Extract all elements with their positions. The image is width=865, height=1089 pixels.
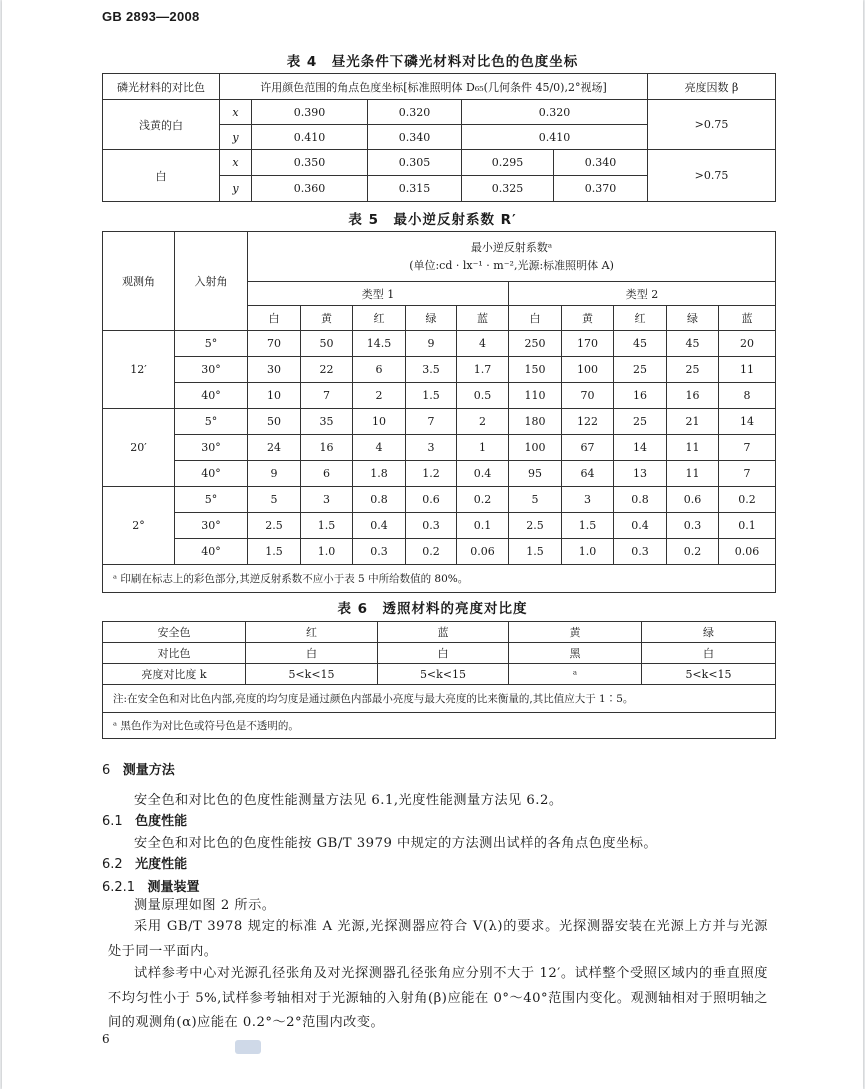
table5-cell: 0.3	[614, 539, 667, 565]
table5-cell: 5	[509, 487, 562, 513]
table5-cell: 21	[667, 409, 719, 435]
document-page	[2, 0, 863, 1089]
table5-cell: 7	[301, 383, 353, 409]
table5-cell: 0.6	[667, 487, 719, 513]
table4-beta: >0.75	[648, 150, 776, 202]
section-title: 光度性能	[135, 857, 188, 872]
table5-cell: 45	[667, 331, 719, 357]
table5-cell: 3	[406, 435, 457, 461]
table5-head-observation-angle: 观测角	[103, 232, 175, 331]
table5-head-coefficient	[248, 232, 776, 282]
section-6-text: 安全色和对比色的色度性能测量方法见 6.1,光度性能测量方法见 6.2。	[134, 793, 563, 808]
table5-color-header: 黄	[301, 306, 353, 331]
table5-cell: 1.2	[406, 461, 457, 487]
table5-incidence-angle: 5°	[175, 487, 248, 513]
table5-cell: 16	[301, 435, 353, 461]
table5-cell: 13	[614, 461, 667, 487]
table5-incidence-angle: 30°	[175, 435, 248, 461]
table5-cell: 1	[457, 435, 509, 461]
table5-color-header: 白	[248, 306, 301, 331]
section-title: 测量装置	[147, 880, 200, 895]
table6-cell: 5<k<15	[642, 664, 776, 685]
table5-cell: 1.0	[301, 539, 353, 565]
table5-cell: 70	[248, 331, 301, 357]
table5-color-header: 绿	[667, 306, 719, 331]
table6-note: 注:在安全色和对比色内部,亮度的均匀度是通过颜色内部最小亮度与最大亮度的比来衡量的,其比值应大于 1∶5。	[103, 685, 776, 713]
table5-incidence-angle: 5°	[175, 331, 248, 357]
table5-cell: 1.5	[301, 513, 353, 539]
table5-cell: 0.2	[457, 487, 509, 513]
table5-cell: 14	[614, 435, 667, 461]
table4-cell: 0.370	[554, 176, 648, 202]
table5-head-type1: 类型 1	[248, 282, 509, 306]
table5-cell: 11	[667, 435, 719, 461]
table6-row-label: 安全色	[103, 622, 246, 643]
table5-cell: 25	[614, 409, 667, 435]
table6-cell: 绿	[642, 622, 776, 643]
section-number: 6.1	[102, 814, 123, 829]
table6-cell: 白	[642, 643, 776, 664]
watermark-logo	[235, 1040, 261, 1054]
table5-cell: 0.4	[457, 461, 509, 487]
table5-head-unit: (单位:cd · lx⁻¹ · m⁻²,光源:标准照明体 A)	[409, 258, 614, 272]
table5-cell: 250	[509, 331, 562, 357]
table5-cell: 70	[562, 383, 614, 409]
table5-observation-angle: 2°	[103, 487, 175, 565]
table5-cell: 0.8	[353, 487, 406, 513]
table5-incidence-angle: 30°	[175, 513, 248, 539]
table5-cell: 35	[301, 409, 353, 435]
table5-cell: 180	[509, 409, 562, 435]
table4-y-label: y	[220, 176, 252, 202]
section-number: 6	[102, 763, 111, 778]
section-number: 6.2.1	[102, 880, 136, 895]
section-6-1-heading	[102, 810, 187, 829]
table5-color-header: 黄	[562, 306, 614, 331]
table4-cell: 0.305	[368, 150, 462, 176]
table5-cell: 3	[562, 487, 614, 513]
section-title: 测量方法	[122, 763, 175, 778]
paragraph-geometry: 试样参考中心对光源孔径张角及对光探测器孔径张角应分别不大于 12′。试样整个受照区域内的垂直照度不均匀性小于 5%,试样参考轴相对于光源轴的入射角(β)应能在 0°～40°范围内变化。观测轴相对于照明轴之间的观测角(α)应能在 0.2°～2°范围内改变。	[108, 966, 768, 1030]
standard-header: GB 2893—2008	[102, 9, 200, 24]
table5-cell: 0.3	[353, 539, 406, 565]
table5-incidence-angle: 40°	[175, 539, 248, 565]
table5-observation-angle: 20′	[103, 409, 175, 487]
table4-head-chromaticity: 许用颜色范围的角点色度坐标[标准照明体 D₆₅(几何条件 45/0),2°视场]	[220, 74, 648, 100]
table5-cell: 10	[248, 383, 301, 409]
table5-cell: 0.4	[353, 513, 406, 539]
table5-cell: 170	[562, 331, 614, 357]
section-6-heading	[102, 759, 175, 778]
table6-cell: 5<k<15	[246, 664, 378, 685]
table4-x-label: x	[220, 100, 252, 125]
table6-row-label: 对比色	[103, 643, 246, 664]
table5-cell: 50	[248, 409, 301, 435]
table5-cell: 20	[719, 331, 776, 357]
table5-cell: 9	[406, 331, 457, 357]
table5-cell: 2	[353, 383, 406, 409]
table5-cell: 0.06	[719, 539, 776, 565]
table5-cell: 0.4	[614, 513, 667, 539]
table4-caption: 表 4 昼光条件下磷光材料对比色的色度坐标	[286, 54, 579, 70]
section-title: 色度性能	[135, 814, 188, 829]
table6-cell: 白	[378, 643, 509, 664]
table6-cell: ᵃ	[509, 664, 642, 685]
table5-cell: 67	[562, 435, 614, 461]
table5-cell: 7	[719, 435, 776, 461]
table5-cell: 100	[562, 357, 614, 383]
table4-cell: 0.350	[252, 150, 368, 176]
table5-cell: 30	[248, 357, 301, 383]
table5-cell: 0.1	[719, 513, 776, 539]
table6-cell: 蓝	[378, 622, 509, 643]
table5-color-header: 红	[614, 306, 667, 331]
table5-cell: 0.1	[457, 513, 509, 539]
table5-cell: 16	[667, 383, 719, 409]
table4-cell: 0.340	[368, 125, 462, 150]
table5-cell: 4	[457, 331, 509, 357]
table5-incidence-angle: 40°	[175, 461, 248, 487]
table6-caption: 表 6 透照材料的亮度对比度	[337, 601, 528, 617]
table5-cell: 0.2	[719, 487, 776, 513]
table5-cell: 1.0	[562, 539, 614, 565]
table4-cell: 0.360	[252, 176, 368, 202]
table5-cell: 45	[614, 331, 667, 357]
table5-cell: 1.5	[509, 539, 562, 565]
table6-cell: 黑	[509, 643, 642, 664]
table5-cell: 1.5	[562, 513, 614, 539]
table5-cell: 0.6	[406, 487, 457, 513]
table4-cell: 0.320	[368, 100, 462, 125]
table5-cell: 7	[719, 461, 776, 487]
paragraph-light-source: 采用 GB/T 3978 规定的标准 A 光源,光探测器应符合 V(λ)的要求。光探测器安装在光源上方并与光源处于同一平面内。	[108, 919, 768, 959]
table5-cell: 1.8	[353, 461, 406, 487]
table6-cell: 白	[246, 643, 378, 664]
table5-cell: 7	[406, 409, 457, 435]
table5	[102, 231, 776, 593]
table5-cell: 0.3	[667, 513, 719, 539]
table5-cell: 0.2	[406, 539, 457, 565]
table5-cell: 0.3	[406, 513, 457, 539]
table5-color-header: 蓝	[457, 306, 509, 331]
table5-observation-angle: 12′	[103, 331, 175, 409]
table4	[102, 73, 776, 202]
table4-head-contrast-color: 磷光材料的对比色	[103, 74, 220, 100]
table5-cell: 3.5	[406, 357, 457, 383]
table5-cell: 50	[301, 331, 353, 357]
table4-cell: 0.325	[462, 176, 554, 202]
table5-color-header: 蓝	[719, 306, 776, 331]
table5-head-incidence-angle: 入射角	[175, 232, 248, 331]
table5-cell: 110	[509, 383, 562, 409]
table5-incidence-angle: 40°	[175, 383, 248, 409]
table4-row-name: 白	[103, 150, 220, 202]
table5-cell: 25	[614, 357, 667, 383]
table4-cell: 0.410	[462, 125, 648, 150]
table5-cell: 122	[562, 409, 614, 435]
table5-color-header: 红	[353, 306, 406, 331]
table5-cell: 0.06	[457, 539, 509, 565]
table5-cell: 0.2	[667, 539, 719, 565]
table4-head-luminance-factor: 亮度因数 β	[648, 74, 776, 100]
table6-cell: 红	[246, 622, 378, 643]
paragraph-principle: 测量原理如图 2 所示。	[134, 898, 276, 913]
table4-cell: 0.340	[554, 150, 648, 176]
table5-cell: 0.5	[457, 383, 509, 409]
table5-cell: 100	[509, 435, 562, 461]
table6-cell: 黄	[509, 622, 642, 643]
table5-head-type2: 类型 2	[509, 282, 776, 306]
table6-row-label: 亮度对比度 k	[103, 664, 246, 685]
table4-beta: >0.75	[648, 100, 776, 150]
table5-footnote: ᵃ 印刷在标志上的彩色部分,其逆反射系数不应小于表 5 中所给数值的 80%。	[103, 565, 776, 593]
table5-cell: 1.5	[248, 539, 301, 565]
table5-cell: 2.5	[248, 513, 301, 539]
table5-cell: 9	[248, 461, 301, 487]
table5-cell: 1.5	[406, 383, 457, 409]
table5-cell: 2.5	[509, 513, 562, 539]
table5-cell: 64	[562, 461, 614, 487]
table6-cell: 5<k<15	[378, 664, 509, 685]
table4-cell: 0.320	[462, 100, 648, 125]
table5-caption: 表 5 最小逆反射系数 R′	[348, 212, 517, 228]
section-number: 6.2	[102, 857, 123, 872]
page-number: 6	[102, 1032, 110, 1046]
table5-cell: 6	[353, 357, 406, 383]
table5-cell: 150	[509, 357, 562, 383]
table5-cell: 14	[719, 409, 776, 435]
table5-cell: 11	[667, 461, 719, 487]
table5-cell: 3	[301, 487, 353, 513]
table5-cell: 14.5	[353, 331, 406, 357]
table4-y-label: y	[220, 125, 252, 150]
table5-cell: 4	[353, 435, 406, 461]
table5-cell: 16	[614, 383, 667, 409]
table5-cell: 95	[509, 461, 562, 487]
table4-x-label: x	[220, 150, 252, 176]
table4-cell: 0.410	[252, 125, 368, 150]
table5-cell: 24	[248, 435, 301, 461]
table4-row-name: 浅黄的白	[103, 100, 220, 150]
table5-head-coefficient-title: 最小逆反射系数ᵃ	[470, 240, 553, 254]
table6-footnote: ᵃ 黑色作为对比色或符号色是不透明的。	[103, 713, 776, 739]
table5-cell: 25	[667, 357, 719, 383]
table5-cell: 1.7	[457, 357, 509, 383]
table5-cell: 11	[719, 357, 776, 383]
table5-color-header: 白	[509, 306, 562, 331]
table5-cell: 22	[301, 357, 353, 383]
table4-cell: 0.295	[462, 150, 554, 176]
table4-cell: 0.315	[368, 176, 462, 202]
section-6-2-1-heading	[102, 876, 200, 895]
table5-cell: 2	[457, 409, 509, 435]
table5-color-header: 绿	[406, 306, 457, 331]
table5-incidence-angle: 5°	[175, 409, 248, 435]
table5-cell: 6	[301, 461, 353, 487]
table5-cell: 0.8	[614, 487, 667, 513]
table5-cell: 5	[248, 487, 301, 513]
table6	[102, 621, 776, 739]
section-6-1-text: 安全色和对比色的色度性能按 GB/T 3979 中规定的方法测出试样的各角点色度坐标。	[134, 836, 658, 851]
table5-cell: 8	[719, 383, 776, 409]
table5-cell: 10	[353, 409, 406, 435]
section-6-2-heading	[102, 853, 187, 872]
table5-incidence-angle: 30°	[175, 357, 248, 383]
table4-cell: 0.390	[252, 100, 368, 125]
